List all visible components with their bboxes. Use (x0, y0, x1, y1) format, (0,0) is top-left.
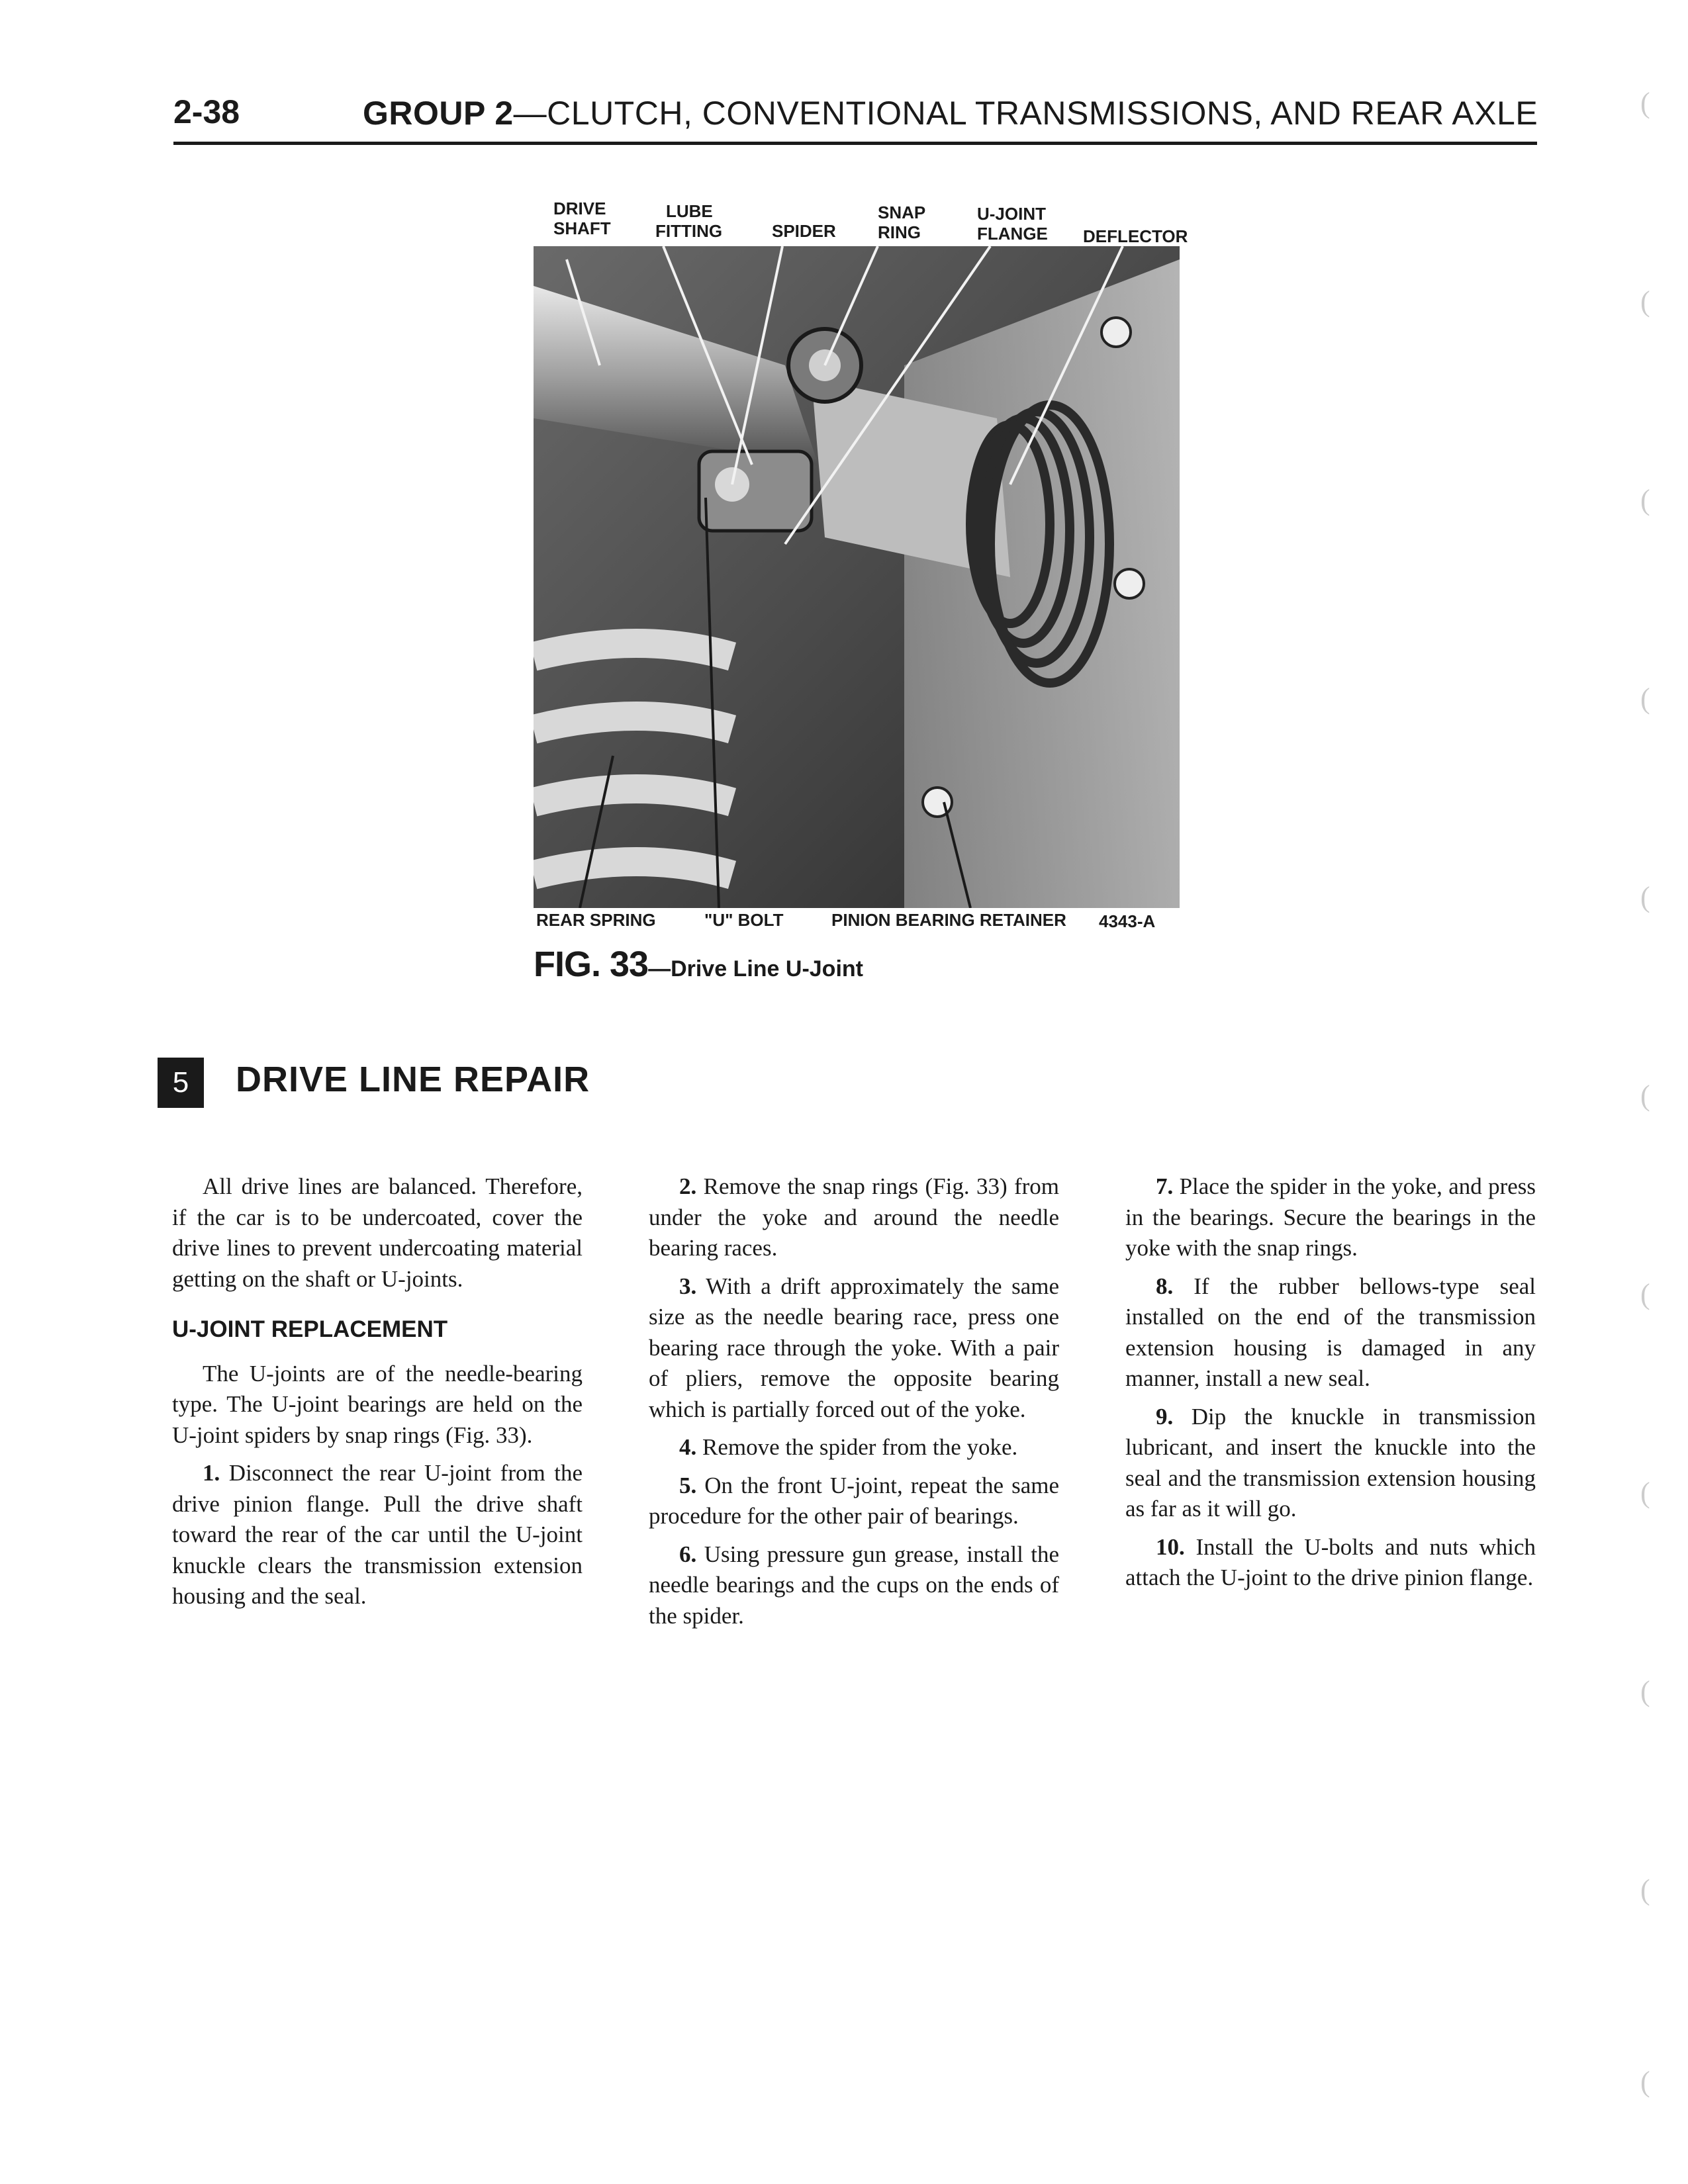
binder-mark: ( (1640, 1079, 1650, 1112)
figure-title: —Drive Line U-Joint (648, 956, 863, 981)
label-u-bolt: "U" BOLT (704, 910, 784, 930)
ujoints-paragraph: The U-joints are of the needle-bearing type. The U-joint bearings are held on the U-joint spiders by snap rings (Fig. 33). (172, 1360, 583, 1448)
section-title: DRIVE LINE REPAIR (236, 1060, 590, 1099)
step-1: 1. Disconnect the rear U-joint from the drive pinion flange. Pull the drive shaft toward the rear of the car until the U-joint knuckle clears the transmission extension housing and the seal. (172, 1460, 583, 1609)
binder-mark: ( (1640, 881, 1650, 913)
page-header (363, 94, 1538, 132)
binder-mark: ( (1640, 2066, 1650, 2098)
step-8: 8. If the rubber bellows-type seal installed on the end of the transmission extension housing is damaged in any manner, install a new seal. (1125, 1273, 1536, 1391)
label-spider: SPIDER (772, 221, 836, 241)
step-3: 3. With a drift approximately the same size as the needle bearing race, press one bearing race through the yoke. With a pair of pliers, remove the opposite bearing which is partially forced out of the yoke. (649, 1273, 1059, 1422)
header-dash: — (513, 95, 547, 132)
binder-mark: ( (1640, 484, 1650, 516)
figure-caption (534, 944, 863, 985)
binder-mark: ( (1640, 285, 1650, 318)
header-title: CLUTCH, CONVENTIONAL TRANSMISSIONS, AND REAR AXLE (547, 95, 1538, 132)
figure-code: 4343-A (1099, 911, 1156, 931)
figure-number: FIG. 33 (534, 944, 649, 984)
label-drive-shaft: DRIVE SHAFT (553, 199, 611, 238)
intro-paragraph: All drive lines are balanced. Therefore, if the car is to be undercoated, cover the drive lines to prevent undercoating material getting on the shaft or U-joints. (172, 1173, 583, 1292)
label-pinion-bearing-retainer: PINION BEARING RETAINER (831, 910, 1066, 930)
label-rear-spring: REAR SPRING (536, 910, 656, 930)
section-number-badge: 5 (158, 1058, 204, 1108)
binder-mark: ( (1640, 1675, 1650, 1707)
header-group: GROUP 2 (363, 95, 514, 132)
header-rule (173, 142, 1537, 145)
label-ujoint-flange: U-JOINT FLANGE (977, 204, 1048, 244)
binder-mark: ( (1640, 682, 1650, 715)
step-10: 10. Install the U-bolts and nuts which attach the U-joint to the drive pinion flange. (1125, 1533, 1536, 1590)
label-snap-ring: SNAP RING (878, 203, 926, 242)
page-number: 2-38 (173, 93, 240, 130)
subheading-ujoint-replacement: U-JOINT REPLACEMENT (172, 1316, 448, 1342)
text-column-2 (649, 1171, 1059, 1639)
step-6: 6. Using pressure gun grease, install the needle bearings and the cups on the ends of the spider. (649, 1541, 1060, 1629)
binder-mark: ( (1640, 1874, 1650, 1906)
drive-line-ujoint-photo (534, 246, 1180, 908)
text-column-3 (1125, 1171, 1536, 1601)
step-2: 2. Remove the snap rings (Fig. 33) from under the yoke and around the needle bearing races. (649, 1173, 1059, 1261)
label-deflector: DEFLECTOR (1083, 226, 1188, 246)
step-9: 9. Dip the knuckle in transmission lubricant, and insert the knuckle into the seal and the transmission extension housing as far as it will go. (1125, 1403, 1536, 1522)
step-4: 4. Remove the spider from the yoke. (679, 1434, 1018, 1460)
binder-mark: ( (1640, 1278, 1650, 1310)
binder-mark: ( (1640, 1477, 1650, 1509)
text-column-1 (172, 1171, 583, 1619)
label-lube-fitting: LUBE FITTING (655, 201, 723, 241)
step-7: 7. Place the spider in the yoke, and press in the bearings. Secure the bearings in the yoke with the snap rings. (1125, 1173, 1536, 1261)
step-5: 5. On the front U-joint, repeat the same procedure for the other pair of bearings. (649, 1472, 1059, 1529)
binder-mark: ( (1640, 87, 1650, 119)
